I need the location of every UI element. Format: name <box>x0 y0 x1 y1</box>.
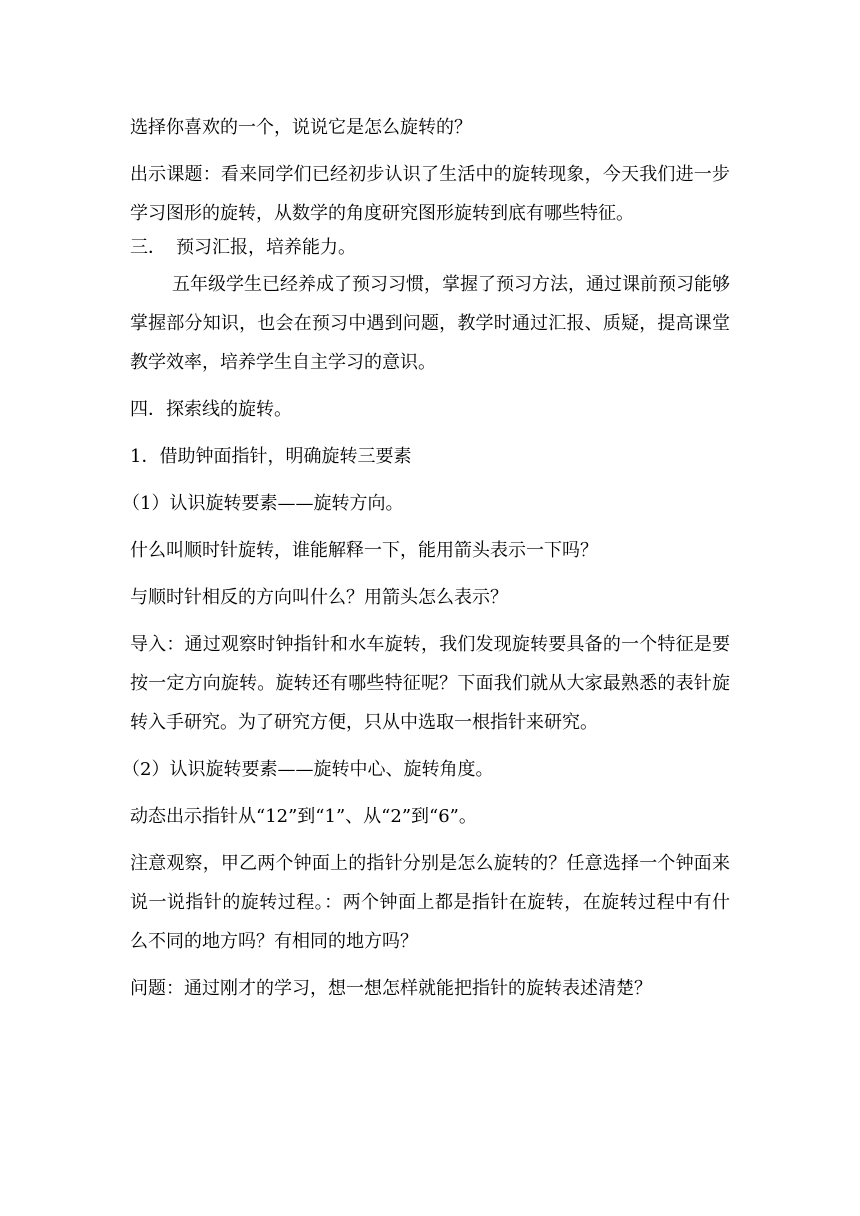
subheading-rotation-direction: （1）认识旋转要素——旋转方向。 <box>122 493 404 514</box>
subheading-rotation-center-angle: （2）认识旋转要素——旋转中心、旋转角度。 <box>122 759 494 780</box>
subheading-clock-hands: 1．借助钟面指针，明确旋转三要素 <box>130 446 412 467</box>
paragraph-choose-favorite: 选择你喜欢的一个，说说它是怎么旋转的？ <box>130 117 472 138</box>
paragraph-question-describe: 问题：通过刚才的学习，想一想怎样就能把指针的旋转表述清楚？ <box>130 978 652 999</box>
paragraph-fifth-grade-preview: 五年级学生已经养成了预习习惯，掌握了预习方法，通过课前预习能够掌握部分知识，也会在预习中遇到问题，教学时通过汇报、质疑，提高课堂教学效率，培养学生自主学习的意识。 <box>130 274 730 373</box>
paragraph-clockwise-question: 什么叫顺时针旋转，谁能解释一下，能用箭头表示一下吗？ <box>130 540 598 561</box>
paragraph-observe-clocks: 注意观察，甲乙两个钟面上的指针分别是怎么旋转的？任意选择一个钟面来说一说指针的旋转过程。：两个钟面上都是指针在旋转，在旋转过程中有什么不同的地方吗？有相同的地方吗？ <box>130 853 730 952</box>
section-heading-preview-report <box>130 233 730 263</box>
paragraph-counterclockwise-question: 与顺时针相反的方向叫什么？用箭头怎么表示？ <box>130 587 508 608</box>
paragraph-dynamic-hands: 动态出示指针从“12”到“1”、从“2”到“6”。 <box>130 806 477 827</box>
document-body <box>122 108 730 1008</box>
paragraph-show-topic: 出示课题：看来同学们已经初步认识了生活中的旋转现象，今天我们进一步学习图形的旋转，从数学的角度研究图形旋转到底有哪些特征。 <box>130 164 730 224</box>
section-number: 三． <box>130 237 166 258</box>
section-title: 预习汇报，培养能力。 <box>176 237 356 258</box>
paragraph-introduction: 导入：通过观察时钟指针和水车旋转，我们发现旋转要具备的一个特征是要按一定方向旋转。旋转还有哪些特征呢？下面我们就从大家最熟悉的表针旋转入手研究。为了研究方便，只从中选取一根指针来研究。 <box>130 634 730 733</box>
section-heading-line-rotation: 四．探索线的旋转。 <box>130 399 292 420</box>
